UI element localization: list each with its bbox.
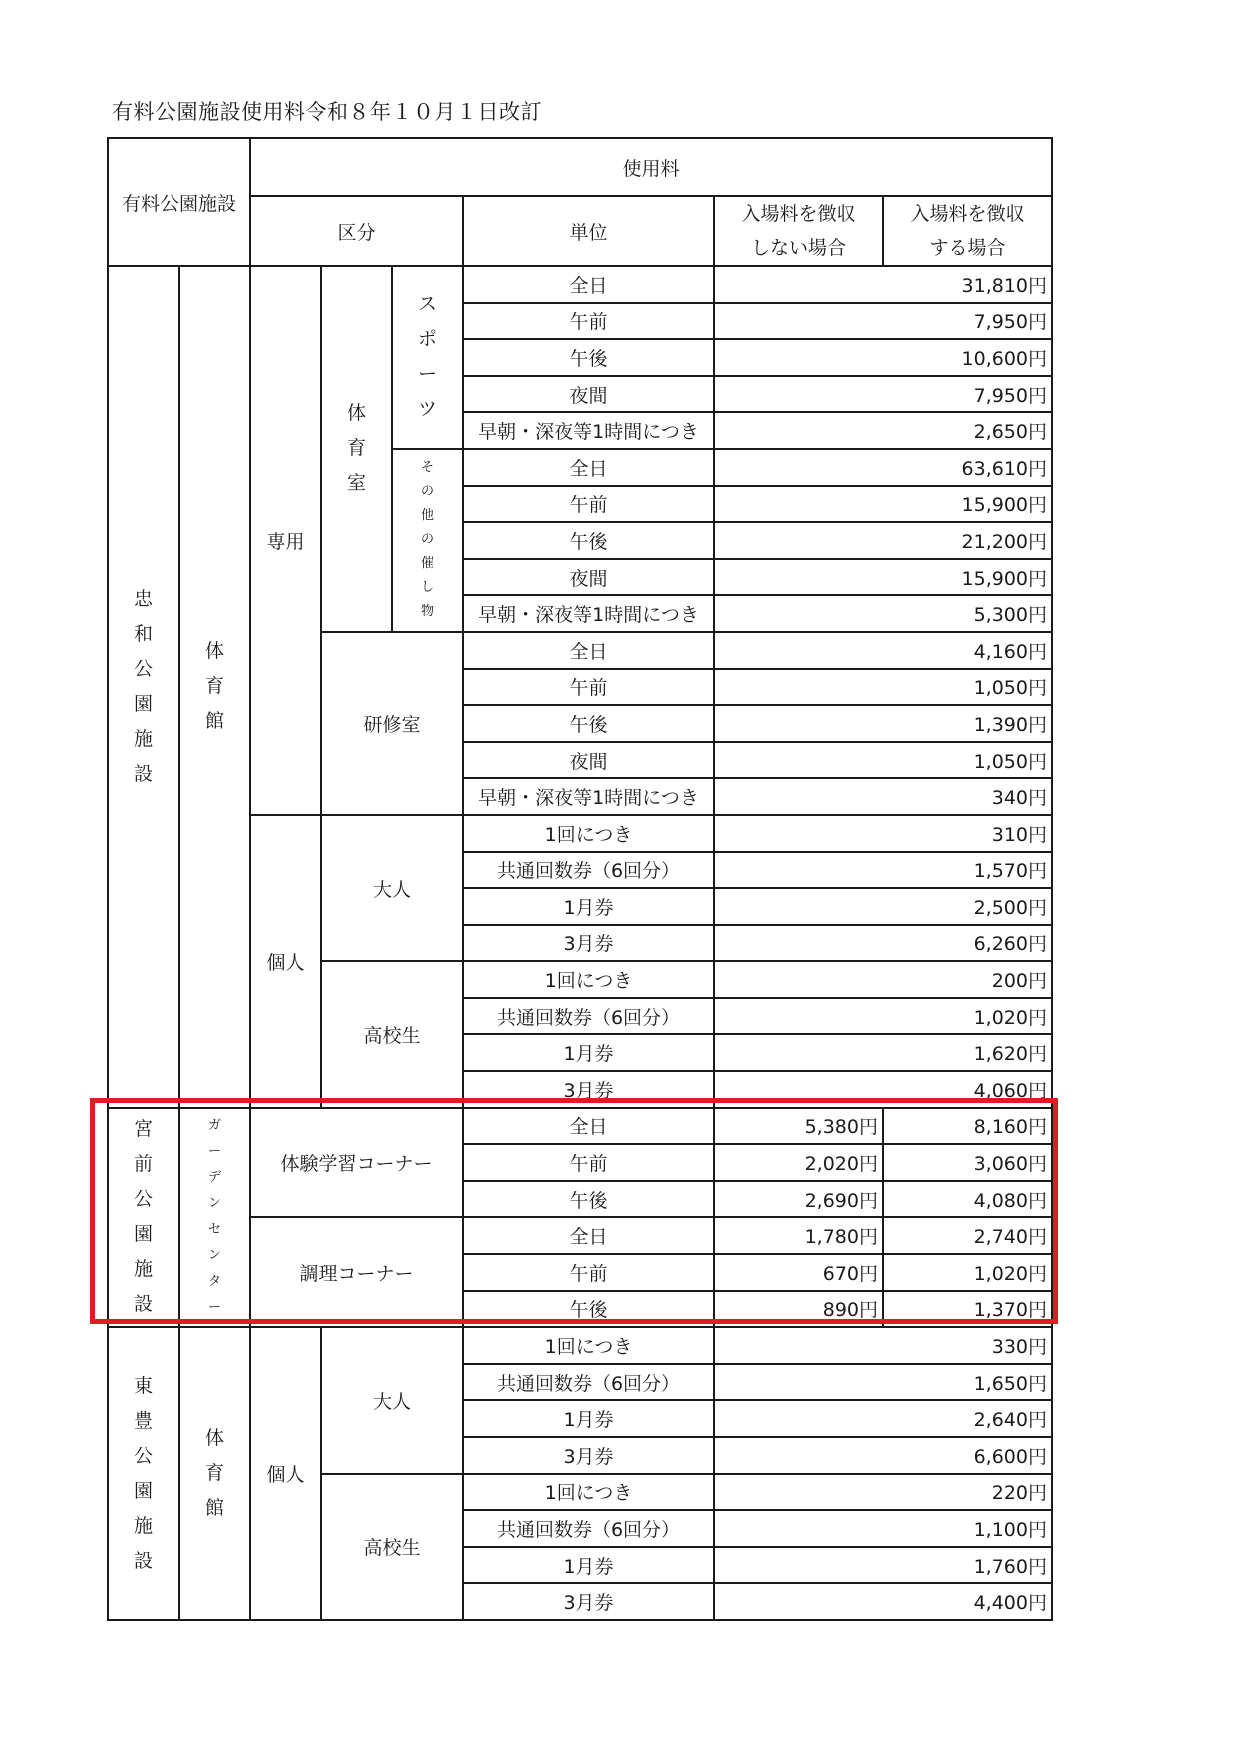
park-higashitoyo: 東 豊 公 園 施 設 bbox=[108, 1327, 179, 1620]
unit-cell: 全日 bbox=[463, 1217, 714, 1254]
fee-no-admission-cell: 890円 bbox=[714, 1291, 883, 1328]
fee-cell: 310円 bbox=[714, 815, 1052, 852]
park-miyamae: 宮 前 公 園 施 設 bbox=[108, 1108, 179, 1328]
group-otona: 大人 bbox=[321, 815, 463, 961]
building-chuwa-gym: 体 育 館 bbox=[179, 266, 250, 1108]
fee-with-admission-cell: 4,080円 bbox=[883, 1181, 1052, 1218]
fee-with-admission-cell: 8,160円 bbox=[883, 1108, 1052, 1145]
fee-with-admission-cell: 1,020円 bbox=[883, 1254, 1052, 1291]
fee-with-admission-cell: 1,370円 bbox=[883, 1291, 1052, 1328]
corner-chouri: 調理コーナー bbox=[250, 1217, 463, 1327]
fee-cell: 220円 bbox=[714, 1474, 1052, 1511]
unit-cell: 3月券 bbox=[463, 1071, 714, 1108]
unit-cell: 1月券 bbox=[463, 1034, 714, 1071]
unit-cell: 共通回数券（6回分） bbox=[463, 1364, 714, 1401]
unit-cell: 午前 bbox=[463, 1254, 714, 1291]
unit-cell: 夜間 bbox=[463, 376, 714, 413]
fee-cell: 2,650円 bbox=[714, 412, 1052, 449]
fee-with-admission-cell: 2,740円 bbox=[883, 1217, 1052, 1254]
unit-cell: 早朝・深夜等1時間につき bbox=[463, 778, 714, 815]
table-row bbox=[108, 266, 1052, 303]
fee-cell: 1,570円 bbox=[714, 852, 1052, 889]
fee-cell: 6,260円 bbox=[714, 925, 1052, 962]
fee-with-admission-cell: 3,060円 bbox=[883, 1144, 1052, 1181]
unit-cell: 午後 bbox=[463, 1291, 714, 1328]
fee-cell: 1,650円 bbox=[714, 1364, 1052, 1401]
unit-cell: 共通回数券（6回分） bbox=[463, 998, 714, 1035]
fee-cell: 15,900円 bbox=[714, 486, 1052, 523]
fee-no-admission-cell: 670円 bbox=[714, 1254, 883, 1291]
room-taiikushitsu: 体 育 室 bbox=[321, 266, 392, 632]
fee-cell: 1,390円 bbox=[714, 705, 1052, 742]
fee-cell: 330円 bbox=[714, 1327, 1052, 1364]
fee-no-admission-cell: 1,780円 bbox=[714, 1217, 883, 1254]
use-sports: ス ポ ー ツ bbox=[392, 266, 463, 449]
unit-cell: 午前 bbox=[463, 1144, 714, 1181]
fee-cell: 2,500円 bbox=[714, 888, 1052, 925]
highlight-box bbox=[90, 1098, 1058, 1324]
fee-cell: 1,620円 bbox=[714, 1034, 1052, 1071]
unit-cell: 午後 bbox=[463, 522, 714, 559]
unit-cell: 3月券 bbox=[463, 1437, 714, 1474]
unit-cell: 午前 bbox=[463, 669, 714, 706]
unit-cell: 午後 bbox=[463, 705, 714, 742]
unit-cell: 3月券 bbox=[463, 1583, 714, 1620]
header-facility: 有料公園施設 bbox=[108, 138, 250, 266]
unit-cell: 午前 bbox=[463, 303, 714, 340]
fee-cell: 5,300円 bbox=[714, 595, 1052, 632]
fee-cell: 1,050円 bbox=[714, 669, 1052, 706]
header-category: 区分 bbox=[250, 196, 463, 266]
header-fee: 使用料 bbox=[250, 138, 1052, 196]
category-kojin: 個人 bbox=[250, 815, 321, 1108]
fee-cell: 4,060円 bbox=[714, 1071, 1052, 1108]
fee-no-admission-cell: 5,380円 bbox=[714, 1108, 883, 1145]
table-row bbox=[108, 815, 1052, 852]
unit-cell: 1月券 bbox=[463, 1547, 714, 1584]
header-unit: 単位 bbox=[463, 196, 714, 266]
fee-cell: 200円 bbox=[714, 961, 1052, 998]
fee-cell: 15,900円 bbox=[714, 559, 1052, 596]
fee-cell: 7,950円 bbox=[714, 303, 1052, 340]
unit-cell: 1回につき bbox=[463, 961, 714, 998]
unit-cell: 早朝・深夜等1時間につき bbox=[463, 595, 714, 632]
fee-cell: 21,200円 bbox=[714, 522, 1052, 559]
fee-cell: 31,810円 bbox=[714, 266, 1052, 303]
fee-cell: 1,050円 bbox=[714, 742, 1052, 779]
fee-cell: 1,760円 bbox=[714, 1547, 1052, 1584]
unit-cell: 早朝・深夜等1時間につき bbox=[463, 412, 714, 449]
header-no-admission: 入場料を徴収 しない場合 bbox=[714, 196, 883, 266]
unit-cell: 全日 bbox=[463, 632, 714, 669]
room-kenshushitsu: 研修室 bbox=[321, 632, 463, 815]
fee-cell: 10,600円 bbox=[714, 339, 1052, 376]
unit-cell: 夜間 bbox=[463, 559, 714, 596]
fee-cell: 340円 bbox=[714, 778, 1052, 815]
document-title: 有料公園施設使用料令和８年１０月１日改訂 bbox=[112, 100, 542, 124]
unit-cell: 全日 bbox=[463, 266, 714, 303]
use-others: そ の 他 の 催 し 物 bbox=[392, 449, 463, 632]
unit-cell: 1回につき bbox=[463, 1327, 714, 1364]
unit-cell: 共通回数券（6回分） bbox=[463, 852, 714, 889]
unit-cell: 夜間 bbox=[463, 742, 714, 779]
unit-cell: 全日 bbox=[463, 1108, 714, 1145]
header-with-admission: 入場料を徴収 する場合 bbox=[883, 196, 1052, 266]
fee-table bbox=[107, 137, 1053, 1621]
fee-cell: 2,640円 bbox=[714, 1400, 1052, 1437]
fee-cell: 7,950円 bbox=[714, 376, 1052, 413]
unit-cell: 3月券 bbox=[463, 925, 714, 962]
table-row bbox=[108, 1327, 1052, 1364]
fee-cell: 4,160円 bbox=[714, 632, 1052, 669]
fee-cell: 63,610円 bbox=[714, 449, 1052, 486]
unit-cell: 1回につき bbox=[463, 815, 714, 852]
unit-cell: 1回につき bbox=[463, 1474, 714, 1511]
fee-cell: 6,600円 bbox=[714, 1437, 1052, 1474]
unit-cell: 1月券 bbox=[463, 888, 714, 925]
unit-cell: 全日 bbox=[463, 449, 714, 486]
fee-cell: 4,400円 bbox=[714, 1583, 1052, 1620]
category-senyo: 専用 bbox=[250, 266, 321, 815]
group-koukousei: 高校生 bbox=[321, 961, 463, 1107]
park-chuwa: 忠 和 公 園 施 設 bbox=[108, 266, 179, 1108]
unit-cell: 午後 bbox=[463, 1181, 714, 1218]
fee-cell: 1,100円 bbox=[714, 1510, 1052, 1547]
unit-cell: 共通回数券（6回分） bbox=[463, 1510, 714, 1547]
fee-no-admission-cell: 2,690円 bbox=[714, 1181, 883, 1218]
fee-no-admission-cell: 2,020円 bbox=[714, 1144, 883, 1181]
unit-cell: 午後 bbox=[463, 339, 714, 376]
corner-taiken: 体験学習コーナー bbox=[250, 1108, 463, 1218]
unit-cell: 1月券 bbox=[463, 1400, 714, 1437]
building-garden-center: ガ ー デ ン セ ン タ ー bbox=[179, 1108, 250, 1328]
group-otona: 大人 bbox=[321, 1327, 463, 1473]
fee-cell: 1,020円 bbox=[714, 998, 1052, 1035]
category-kojin: 個人 bbox=[250, 1327, 321, 1620]
unit-cell: 午前 bbox=[463, 486, 714, 523]
building-higashitoyo-gym: 体 育 館 bbox=[179, 1327, 250, 1620]
group-koukousei: 高校生 bbox=[321, 1474, 463, 1620]
